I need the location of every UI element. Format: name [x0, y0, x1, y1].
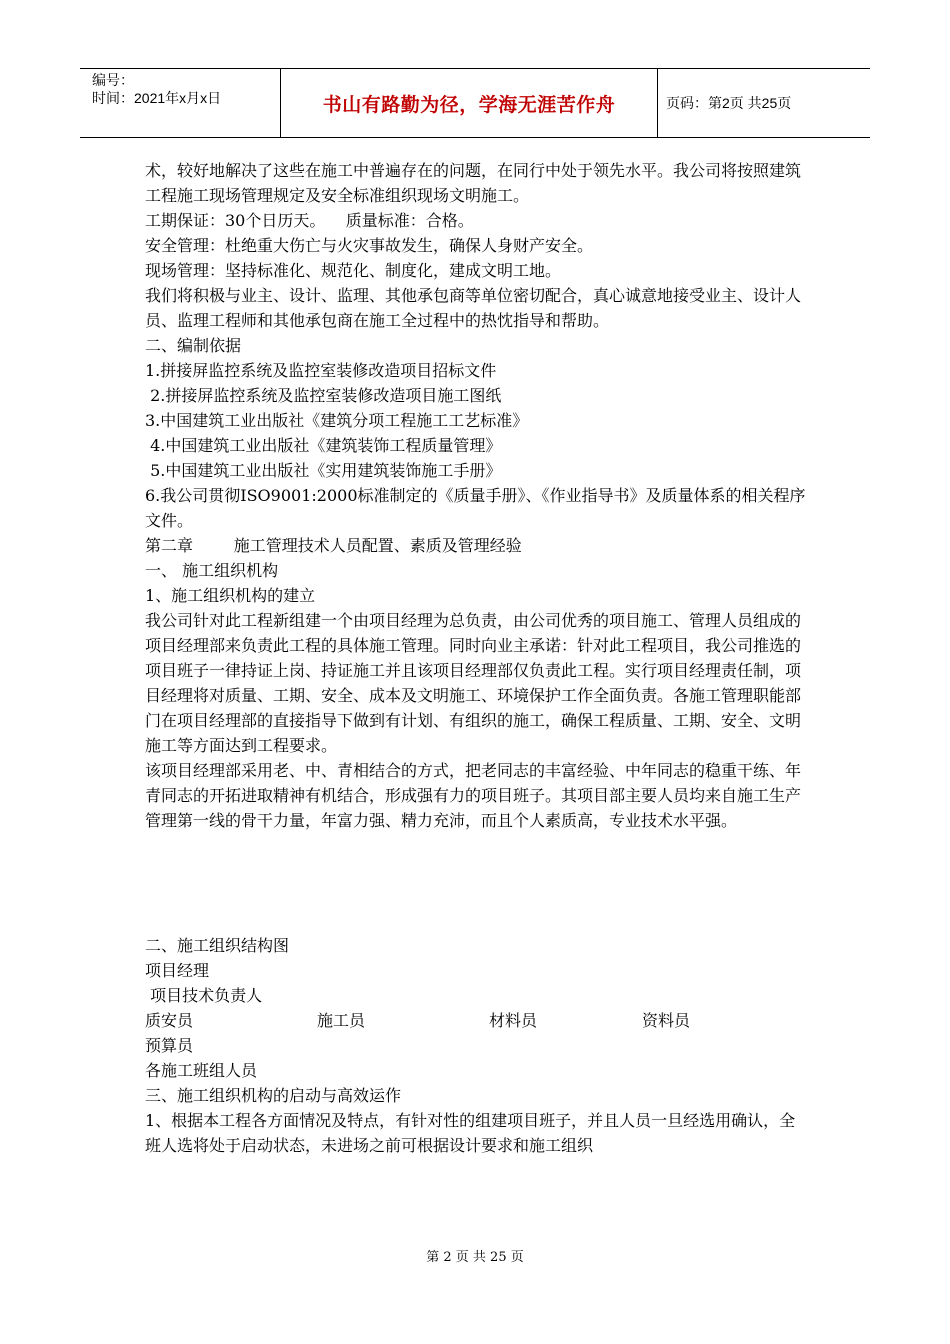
- paragraph: 安全管理：杜绝重大伤亡与火灾事故发生，确保人身财产安全。: [145, 236, 594, 255]
- paragraph: 术，较好地解决了这些在施工中普遍存在的问题，在同行中处于领先水平。我公司将按照建筑工程施工现场管理规定及安全标准组织现场文明施工。: [145, 161, 802, 205]
- basis-item: 6.我公司贯彻ISO9001:2000标准制定的《质量手册》、《作业指导书》及质量体系的相关程序文件。: [145, 486, 806, 530]
- basis-item: 5.中国建筑工业出版社《实用建筑装饰施工手册》: [145, 461, 502, 480]
- org-chart-node: 项目经理: [145, 961, 210, 980]
- org-chart-node: 各施工班组人员: [145, 1061, 258, 1080]
- blank-space: [145, 833, 810, 933]
- basis-item: 4.中国建筑工业出版社《建筑装饰工程质量管理》: [145, 436, 502, 455]
- paragraph: 该项目经理部采用老、中、青相结合的方式，把老同志的丰富经验、中年同志的稳重干练、年青同志的开拓进取精神有机结合，形成强有力的项目班子。其项目部主要人员均来自施工生产管理第一线的骨干力量，年富力强、精力充沛，而且个人素质高，专业技术水平强。: [145, 761, 802, 830]
- chapter-heading: 第二章 施工管理技术人员配置、素质及管理经验: [145, 536, 522, 555]
- basis-item: 2.拼接屏监控系统及监控室装修改造项目施工图纸: [145, 386, 502, 405]
- paragraph: 现场管理：坚持标准化、规范化、制度化，建成文明工地。: [145, 261, 562, 280]
- org-chart-node: 施工员: [317, 1011, 366, 1030]
- subsection-heading: 1、施工组织机构的建立: [145, 586, 316, 605]
- org-chart-roles: [145, 1008, 810, 1033]
- basis-item: 3.中国建筑工业出版社《建筑分项工程施工工艺标准》: [145, 411, 529, 430]
- paragraph: 1、根据本工程各方面情况及特点，有针对性的组建项目班子，并且人员一旦经选用确认，全班人选将处于启动状态，未进场之前可根据设计要求和施工组织: [145, 1111, 796, 1155]
- document-body: [145, 158, 810, 1158]
- org-chart-node: 资料员: [642, 1011, 691, 1030]
- section-heading: 一、 施工组织机构: [145, 561, 279, 580]
- org-chart-node: 质安员: [145, 1011, 194, 1030]
- org-chart-node: 材料员: [489, 1011, 538, 1030]
- number-label: 编号：: [92, 72, 134, 88]
- paragraph: 工期保证：30个日历天。 质量标准：合格。: [145, 211, 474, 230]
- header-page-info: 页码：第2页 共25页: [666, 95, 792, 111]
- section-heading: 三、施工组织机构的启动与高效运作: [145, 1086, 402, 1105]
- header-motto: 书山有路勤为径，学海无涯苦作舟: [281, 69, 658, 137]
- paragraph: 我公司针对此工程新组建一个由项目经理为总负责，由公司优秀的项目施工、管理人员组成的项目经理部来负责此工程的具体施工管理。同时向业主承诺：针对此工程项目，我公司推选的项目班子一律持证上岗、持证施工并且该项目经理部仅负责此工程。实行项目经理责任制，项目经理将对质量、工期、安全、成本及文明施工、环境保护工作全面负责。各施工管理职能部门在项目经理部的直接指导下做到有计划、有组织的施工，确保工程质量、工期、安全、文明施工等方面达到工程要求。: [145, 611, 802, 755]
- header-meta: [80, 69, 281, 137]
- basis-item: 1.拼接屏监控系统及监控室装修改造项目招标文件: [145, 361, 497, 380]
- paragraph: 我们将积极与业主、设计、监理、其他承包商等单位密切配合，真心诚意地接受业主、设计人员、监理工程师和其他承包商在施工全过程中的热忱指导和帮助。: [145, 286, 802, 330]
- org-chart-node: 项目技术负责人: [145, 986, 263, 1005]
- section-heading: 二、编制依据: [145, 336, 242, 355]
- section-heading: 二、施工组织结构图: [145, 936, 290, 955]
- time-label: 时间：2021年x月x日: [92, 90, 222, 106]
- page-footer: 第 2 页 共 25 页: [426, 1250, 524, 1265]
- page-header: [80, 68, 870, 138]
- org-chart-node: 预算员: [145, 1036, 194, 1055]
